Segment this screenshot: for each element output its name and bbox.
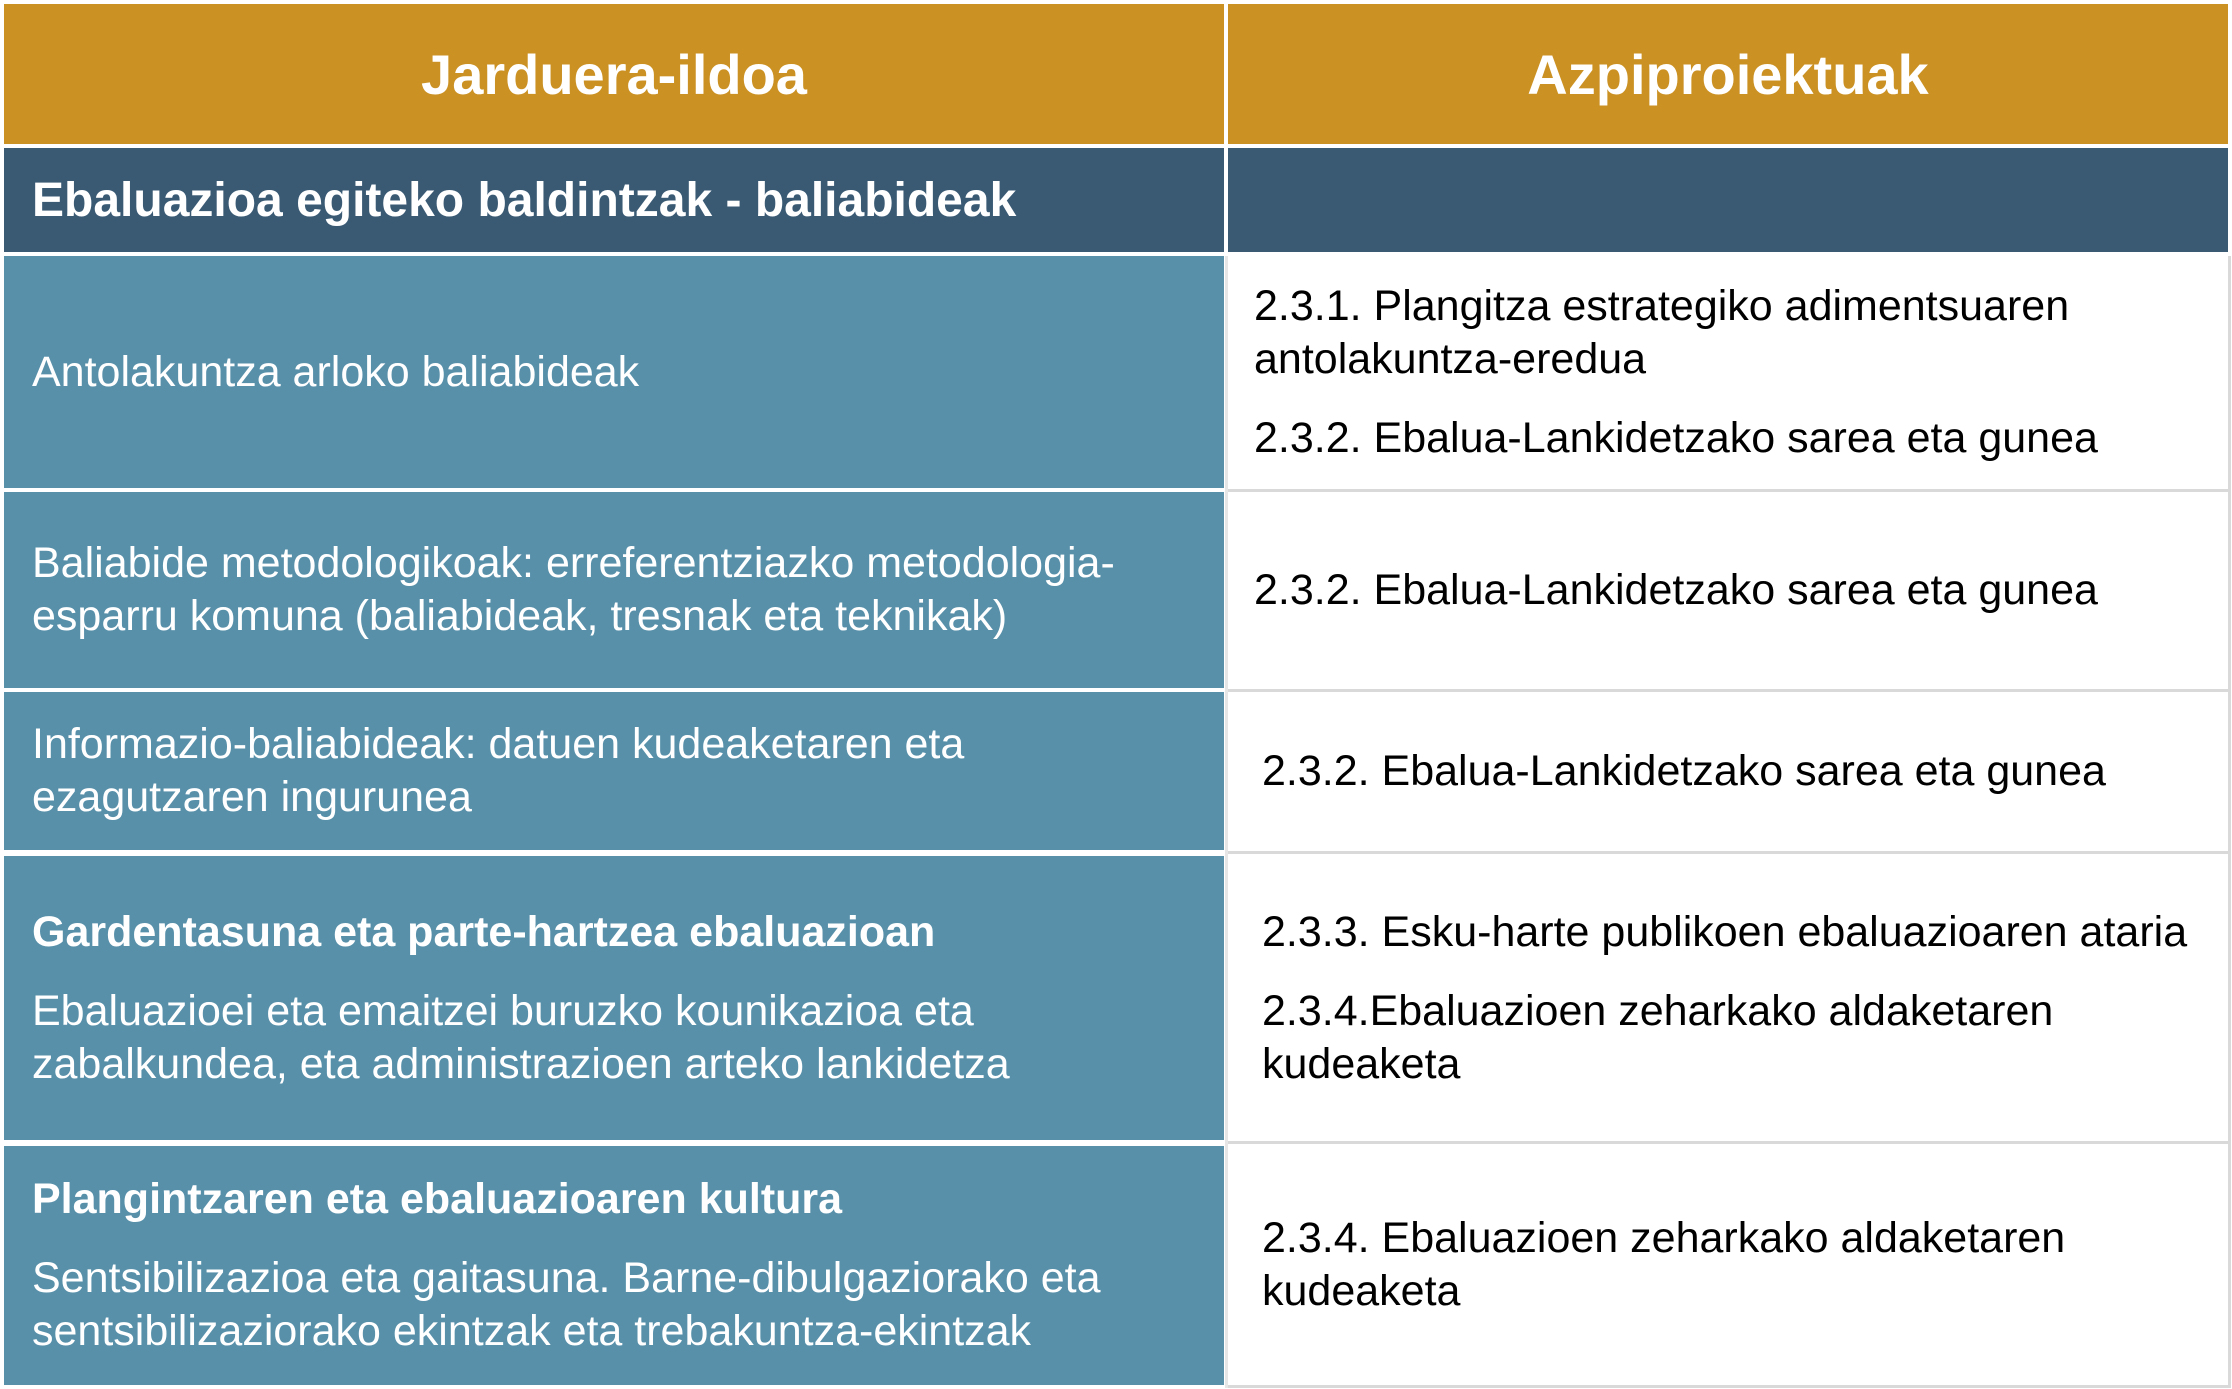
header-label-col1: Jarduera-ildoa xyxy=(421,42,807,106)
row-1-jarduera-ildoa xyxy=(4,256,1224,488)
row-1-azpiproiektuak xyxy=(1228,256,2228,488)
row-1-subproject-1: 2.3.1. Plangitza estrategiko adimentsuaren antolakuntza-eredua xyxy=(1254,281,2070,383)
row-4-subproject-2: 2.3.4.Ebaluazioen zeharkako aldaketaren kudeaketa xyxy=(1262,986,2054,1088)
row-5-left-bold: Plangintzaren eta ebaluazioaren kultura xyxy=(32,1175,843,1223)
row-3-jarduera-ildoa xyxy=(4,692,1224,850)
row-5-subproject-1: 2.3.4. Ebaluazioen zeharkako aldaketaren kudeaketa xyxy=(1262,1213,2066,1315)
row-3-subproject-1: 2.3.2. Ebalua-Lankidetzako sarea eta gunea xyxy=(1262,746,2106,795)
row-2-left-text: Baliabide metodologikoak: erreferentziazko metodologia-esparru komuna (baliabideak, tresnak eta teknikak) xyxy=(32,539,1115,640)
section-title: Ebaluazioa egiteko baldintzak - baliabideak xyxy=(32,173,1017,227)
row-4-jarduera-ildoa xyxy=(4,856,1224,1140)
divider-row-4 xyxy=(1228,1141,2228,1144)
divider-right xyxy=(2228,256,2231,1388)
header-cell-jarduera-ildoa xyxy=(4,4,1224,144)
divider-row-1 xyxy=(1228,489,2228,492)
row-5-jarduera-ildoa xyxy=(4,1146,1224,1385)
row-3-azpiproiektuak xyxy=(1228,692,2228,850)
row-4-azpiproiektuak xyxy=(1228,854,2228,1142)
row-4-subproject-1: 2.3.3. Esku-harte publikoen ebaluazioaren ataria xyxy=(1262,907,2188,956)
divider-middle xyxy=(1225,256,1228,1388)
row-2-jarduera-ildoa xyxy=(4,492,1224,688)
row-4-left-bold: Gardentasuna eta parte-hartzea ebaluazioan xyxy=(32,907,936,956)
divider-bottom xyxy=(1228,1385,2228,1388)
section-cell xyxy=(4,148,1224,252)
row-5-left-text: Sentsibilizazioa eta gaitasuna. Barne-dibulgaziorako eta sentsibilizaziorako ekintzak eta trebakuntza-ekintzak xyxy=(32,1254,1101,1355)
divider-row-3 xyxy=(1228,851,2228,854)
section-cell-empty xyxy=(1228,148,2228,252)
row-1-left-text: Antolakuntza arloko baliabideak xyxy=(32,347,640,396)
row-3-left-text: Informazio-baliabideak: datuen kudeaketaren eta ezagutzaren ingurunea xyxy=(32,720,965,821)
row-4-left-text: Ebaluazioei eta emaitzei buruzko kounikazioa eta zabalkundea, eta administrazioen arteko lankidetza xyxy=(32,986,1010,1088)
divider-row-2 xyxy=(1228,689,2228,692)
row-5-azpiproiektuak xyxy=(1228,1144,2228,1385)
header-cell-azpiproiektuak xyxy=(1228,4,2228,144)
row-2-azpiproiektuak xyxy=(1228,492,2228,688)
row-2-subproject-1: 2.3.2. Ebalua-Lankidetzako sarea eta gunea xyxy=(1254,565,2098,614)
header-label-col2: Azpiproiektuak xyxy=(1527,42,1929,106)
row-1-subproject-2: 2.3.2. Ebalua-Lankidetzako sarea eta gunea xyxy=(1254,413,2098,462)
